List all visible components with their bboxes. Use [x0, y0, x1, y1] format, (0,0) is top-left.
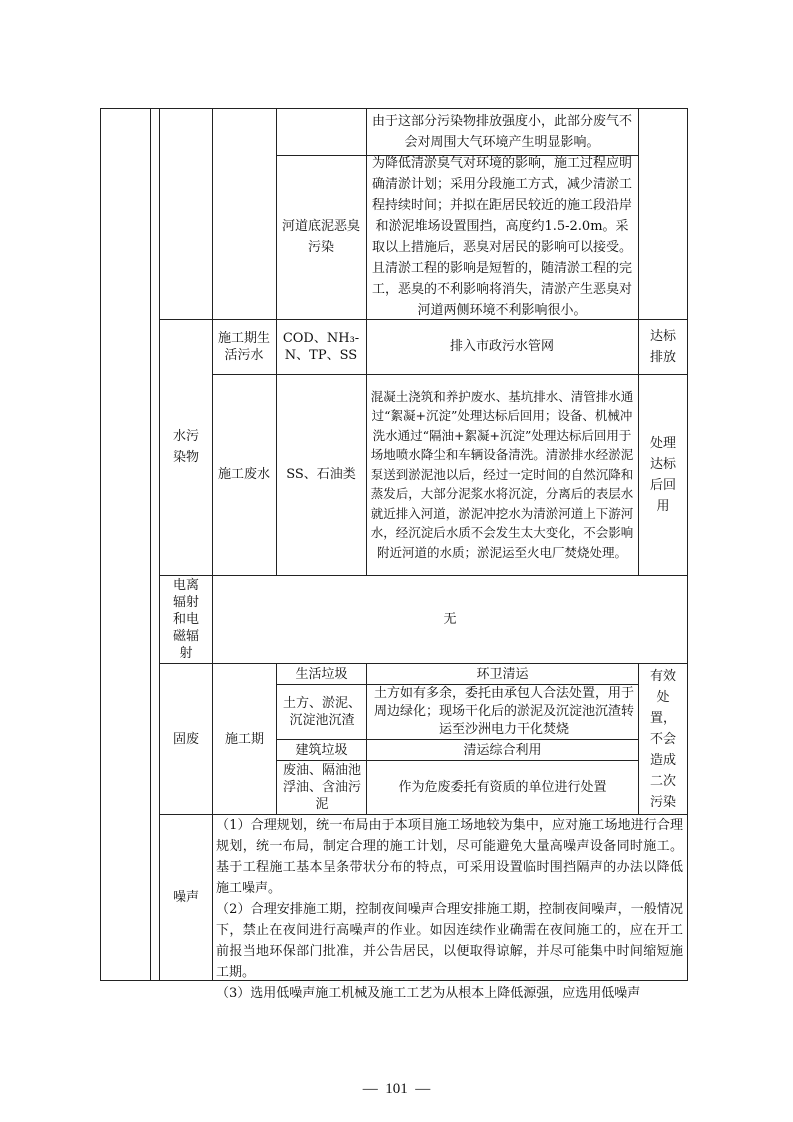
noise-paragraph-1: （1）合理规划，统一布局由于本项目施工场地较为集中，应对施工场地进行合理规划，统一布局，制定合理的施工计划，尽可能避免大量高噪声设备同时施工。基于工程施工基本呈条带状分布的特点，可采用设置临时围挡隔声的办法以降低施工噪声。 [216, 818, 683, 896]
solid-measure-4: 作为危废委托有资质的单位进行处置 [398, 780, 607, 795]
table-col-divider-6 [638, 108, 639, 575]
noise-paragraph-2: （2）合理安排施工期，控制夜间噪声合理安排施工期，控制夜间噪声，一般情况下，禁止在夜间进行高噪声的作业。如因连续作业确需在夜间施工的，应在开工前报当地环保部门批准，并公告居民，以便取得谅解，并尽可能集中时间缩短施工期。 [216, 902, 683, 980]
odor-row1-text: 由于这部分污染物排放强度小，此部分废气不会对周围大气环境产生明显影响。 [371, 114, 632, 150]
noise-category: 噪声 [172, 889, 199, 905]
table-col-divider-6b [638, 663, 639, 814]
water-source-domestic: 施工期生活污水 [217, 330, 270, 363]
water-effect-construction: 处理达标后回用 [649, 435, 676, 514]
water-measure-domestic: 排入市政污水管网 [449, 339, 554, 354]
table-col-divider-3 [212, 108, 213, 980]
table-left-border [100, 108, 101, 980]
water-pollutant-construction: SS、石油类 [286, 467, 356, 482]
odor-pollutant-label: 河道底泥恶臭污染 [281, 219, 360, 255]
solid-measure-2: 土方如有多余，委托由承包人合法处置，用于周边绿化；现场干化后的淤泥及沉淀池沉渣转运至沙洲电力干化焚烧 [373, 686, 634, 737]
solid-type-3: 建筑垃圾 [295, 742, 348, 758]
odor-measure-text: 为降低清淤臭气对环境的影响，施工过程应明确清淤计划；采用分段施工方式，减少清淤工程持续时间；并拟在距居民较近的施工段沿岸和淤泥堆场设置围挡，高度约1.5-2.0m。采取以上措施后，恶臭对居民的影响可以接受。且清淤工程的影响是短暂的，随清淤工程的完工，恶臭的不利影响将消失，清淤产生恶臭对河道两侧环境不利影响很小。 [371, 156, 632, 318]
table-col-divider-4 [276, 108, 277, 575]
noise-paragraph-3: （3）选用低噪声施工机械及施工工艺为从根本上降低源强，应选用低噪声 [216, 986, 641, 1001]
table-right-border [687, 108, 688, 980]
solid-type-2: 土方、淤泥、沉淀池沉渣 [282, 696, 361, 728]
table-col-divider-1 [150, 108, 151, 980]
water-measure-construction: 混凝土浇筑和养护废水、基坑排水、清管排水通过“絮凝+沉淀”处理达标后回用；设备、机械冲洗水通过“隔油+絮凝+沉淀”处理达标后回用于场地喷水降尘和车辆设备清洗。清淤排水经淤泥泵送到淤泥池以后，经过一定时间的自然沉降和蒸发后，大部分泥浆水将沉淀，分离后的表层水就近排入河道，淤泥冲挖水为清淤河道上下游河水，经沉淀后水质不会发生太大变化，不会影响附近河道的水质；淤泥运至火电厂焚烧处理。 [370, 388, 634, 560]
solid-type-1: 生活垃圾 [295, 666, 348, 682]
page-number: 101 [385, 1081, 408, 1097]
noise-measures [216, 815, 683, 1001]
table-top-border [100, 108, 688, 109]
water-source-construction: 施工废水 [217, 467, 270, 482]
page-footer [0, 1081, 793, 1098]
solid-category: 固废 [172, 731, 199, 747]
water-effect-domestic: 达标排放 [649, 328, 676, 365]
water-pollutant-domestic: COD、NH₃-N、TP、SS [282, 330, 360, 363]
table-col-divider-5 [366, 108, 367, 575]
radiation-category: 电离辐射和电磁辐射 [172, 577, 199, 661]
solid-measure-1: 环卫清运 [476, 666, 529, 682]
water-category: 水污染物 [172, 429, 199, 465]
solid-effect: 有效处置，不会造成二次污染 [649, 668, 676, 810]
solid-type-4: 废油、隔油池浮油、含油污泥 [282, 763, 361, 812]
solid-measure-3: 清运综合利用 [463, 742, 542, 758]
radiation-value: 无 [443, 611, 457, 627]
footer-dash-left: — [362, 1081, 386, 1097]
footer-dash-right: — [407, 1081, 431, 1097]
solid-period: 施工期 [224, 731, 264, 747]
